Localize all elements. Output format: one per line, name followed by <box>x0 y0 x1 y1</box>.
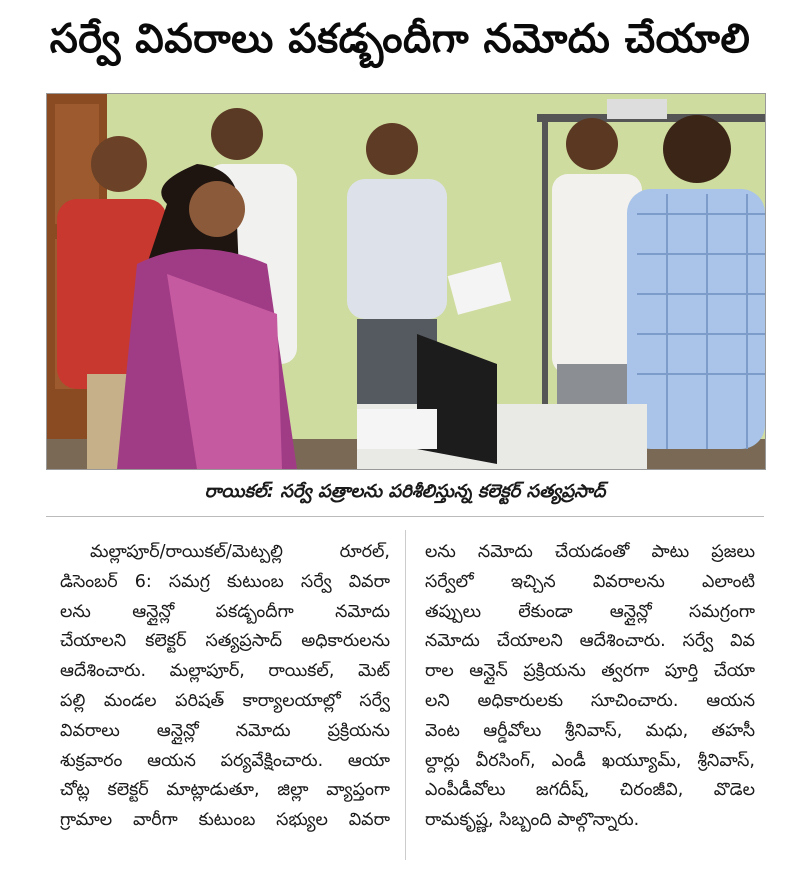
text-line: పల్లి మండల పరిషత్ కార్యాలయాల్లో సర్వే <box>60 690 390 711</box>
text-line: ల్దార్లు వీరసింగ్, ఎండీ ఖయ్యూమ్, శ్రీనివాస్, <box>425 750 755 771</box>
photo-caption: రాయికల్: సర్వే పత్రాలను పరిశీలిస్తున్న కలెక్టర్ సత్యప్రసాద్ <box>204 480 606 502</box>
text-line: శుక్రవారం ఆయన పర్యవేక్షించారు. ఆయా <box>60 750 390 771</box>
text-line: సర్వేలో ఇచ్చిన వివరాలను ఎలాంటి <box>425 571 755 592</box>
text-line: చేయాలని కలెక్టర్ సత్యప్రసాద్ అధికారులను <box>60 631 390 652</box>
text-line: వెంట ఆర్డీవోలు శ్రీనివాస్, మధు, తహసీ <box>425 720 755 741</box>
text-line: రాల ఆన్లైన్ ప్రక్రియను త్వరగా పూర్తి చేయా <box>425 661 755 682</box>
text-line: లను నమోదు చేయడంతో పాటు ప్రజలు <box>425 542 755 562</box>
text-line: వివరాలు ఆన్లైన్లో నమోదు ప్రక్రియను <box>60 720 390 741</box>
text-line: తప్పులు లేకుండా ఆన్లైన్లో సమగ్రంగా <box>425 601 755 622</box>
text-line: మల్లాపూర్/రాయికల్/మెట్పల్లి రూరల్, <box>90 542 390 562</box>
column-divider <box>405 530 406 860</box>
text-line: నమోదు చేయాలని ఆదేశించారు. సర్వే వివ <box>425 631 755 652</box>
article-column-right <box>425 538 755 836</box>
text-line: లని అధికారులకు సూచించారు. ఆయన <box>425 690 755 711</box>
article-headline: సర్వే వివరాలు పకడ్బందీగా నమోదు చేయాలి <box>49 16 751 62</box>
text-line: డిసెంబర్ 6: సమగ్ర కుటుంబ సర్వే వివరా <box>60 571 390 592</box>
news-photo <box>46 93 766 470</box>
text-line: గ్రామాల వారీగా కుటుంబ సభ్యుల వివరా <box>60 810 390 831</box>
text-line: ఆదేశించారు. మల్లాపూర్, రాయికల్, మెట్ <box>60 661 390 682</box>
text-line: లను ఆన్లైన్లో పకడ్బందీగా నమోదు <box>60 601 390 622</box>
text-line: రామకృష్ణ, సిబ్బంది పాల్గొన్నారు. <box>425 810 640 831</box>
text-line: చోట్ల కలెక్టర్ మాట్లాడుతూ, జిల్లా వ్యాప్తంగా <box>60 780 390 801</box>
article-column-left <box>60 538 390 836</box>
caption-divider <box>46 516 764 517</box>
text-line: ఎంపీడీవోలు జగదీష్, చిరంజీవి, వొడెల <box>425 780 755 801</box>
